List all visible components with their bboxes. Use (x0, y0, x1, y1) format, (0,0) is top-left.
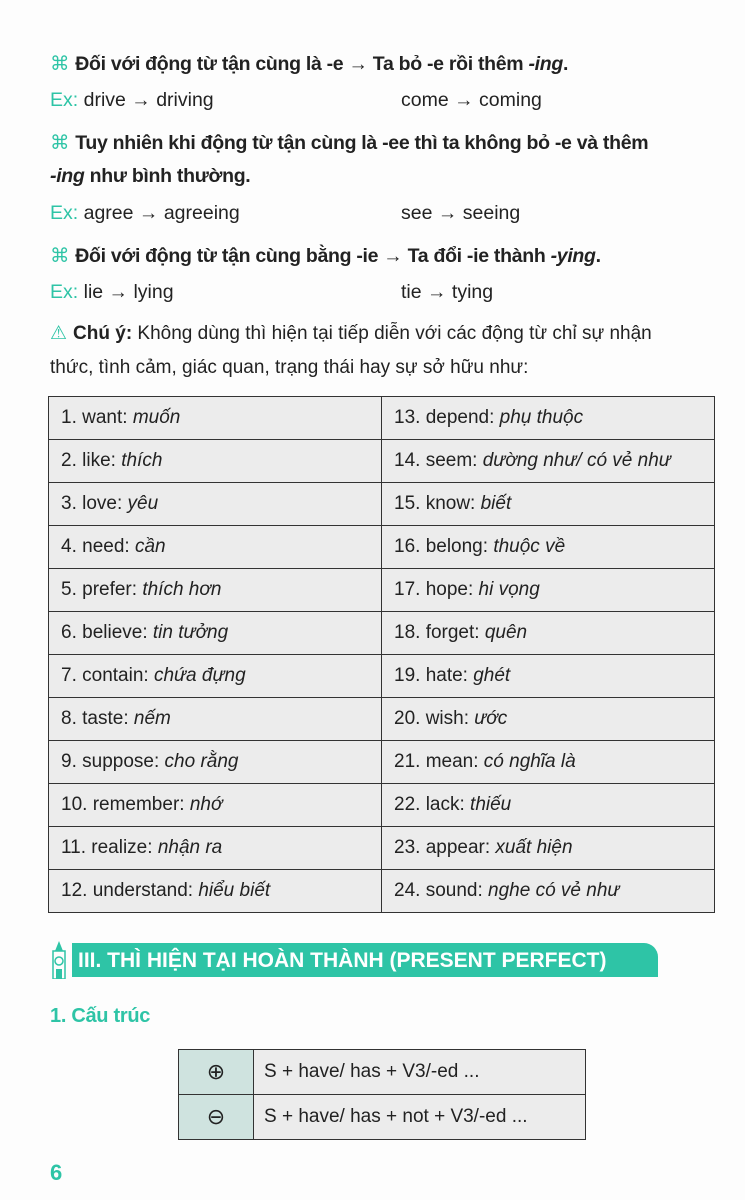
verb: 22. lack: (394, 794, 471, 815)
verb: 18. forget: (394, 622, 485, 643)
table-row (49, 397, 715, 440)
table-row (49, 569, 715, 612)
meaning: phụ thuộc (499, 407, 584, 428)
rule-2: ⌘ Tuy nhiên khi động từ tận cùng là -ee thì ta không bỏ -e và thêm (50, 132, 649, 154)
structure-row-negative (179, 1095, 586, 1140)
meaning: nếm (133, 708, 171, 729)
table-row (49, 440, 715, 483)
verb-cell (49, 655, 382, 698)
verb: 21. mean: (394, 751, 484, 772)
note: ⚠ Chú ý: Không dùng thì hiện tại tiếp diễn với các động từ chỉ sự nhận (50, 323, 652, 344)
verb: 16. belong: (394, 536, 494, 557)
verb: 20. wish: (394, 708, 475, 729)
rule-1: ⌘ Đối với động từ tận cùng là -e → Ta bỏ -e rồi thêm -ing. (50, 53, 569, 75)
verb-cell (382, 870, 715, 913)
meaning: cần (134, 536, 166, 557)
verb-cell (49, 569, 382, 612)
verb: 5. prefer: (61, 579, 143, 600)
meaning: có nghĩa là (483, 751, 576, 772)
verb: 6. believe: (61, 622, 153, 643)
clover-icon: ⌘ (50, 53, 70, 75)
verb-cell (49, 827, 382, 870)
verb: 23. appear: (394, 837, 496, 858)
meaning: hi vọng (478, 579, 540, 600)
verb: 9. suppose: (61, 751, 165, 772)
verb: 11. realize: (61, 837, 158, 858)
meaning: dường như/ có vẻ như (482, 450, 671, 471)
meaning: tin tưởng (152, 622, 229, 643)
meaning: ghét (473, 665, 511, 686)
section-title: III. THÌ HIỆN TẠI HOÀN THÀNH (PRESENT PERFECT) (72, 943, 658, 977)
verb: 15. know: (394, 493, 481, 514)
verb: 12. understand: (61, 880, 199, 901)
verb: 3. love: (61, 493, 128, 514)
page-number: 6 (50, 1160, 62, 1185)
verb-cell (49, 698, 382, 741)
verb-cell (49, 612, 382, 655)
verb-cell (49, 526, 382, 569)
structure-table (178, 1049, 586, 1140)
structure-row-positive (179, 1050, 586, 1095)
table-row (49, 784, 715, 827)
verb-table (48, 396, 715, 913)
table-row (49, 698, 715, 741)
meaning: thiếu (470, 794, 512, 815)
meaning: xuất hiện (495, 837, 573, 858)
table-row (49, 612, 715, 655)
verb-cell (49, 397, 382, 440)
verb: 24. sound: (394, 880, 489, 901)
verb-cell (382, 784, 715, 827)
table-row (49, 741, 715, 784)
verb-cell (49, 741, 382, 784)
meaning: thích hơn (142, 579, 222, 600)
example-2: Ex: agree → agreeing see → seeing (50, 202, 521, 224)
meaning: yêu (127, 493, 159, 514)
warning-icon: ⚠ (50, 323, 68, 344)
table-row (49, 526, 715, 569)
plus-icon: ⊕ (179, 1050, 254, 1095)
verb-cell (49, 870, 382, 913)
verb: 4. need: (61, 536, 135, 557)
formula: S + have/ has + not + V3/-ed ... (254, 1095, 586, 1140)
rule-3: ⌘ Đối với động từ tận cùng bằng -ie → Ta đổi -ie thành -ying. (50, 245, 601, 267)
verb: 10. remember: (61, 794, 190, 815)
table-row (49, 870, 715, 913)
clock-tower-icon (48, 941, 70, 979)
verb-cell (382, 483, 715, 526)
example-3: Ex: lie → lying tie → tying (50, 281, 494, 303)
verb: 14. seem: (394, 450, 483, 471)
section-header (48, 941, 658, 979)
verb-cell (382, 526, 715, 569)
clover-icon: ⌘ (50, 132, 70, 154)
meaning: nghe có vẻ như (488, 880, 620, 901)
meaning: muốn (132, 407, 181, 428)
rule-2-cont: -ing như bình thường. (50, 165, 251, 187)
meaning: cho rằng (164, 751, 239, 772)
meaning: biết (480, 493, 512, 514)
verb: 8. taste: (61, 708, 134, 729)
verb-cell (382, 741, 715, 784)
verb-cell (382, 698, 715, 741)
verb-cell (382, 440, 715, 483)
verb-cell (382, 612, 715, 655)
verb: 19. hate: (394, 665, 474, 686)
clover-icon: ⌘ (50, 245, 70, 267)
verb: 2. like: (61, 450, 122, 471)
note-cont: thức, tình cảm, giác quan, trạng thái hay sự sở hữu như: (50, 357, 529, 378)
example-1: Ex: drive → driving come → coming (50, 89, 542, 111)
verb-cell (382, 827, 715, 870)
meaning: hiểu biết (198, 880, 271, 901)
verb-cell (49, 483, 382, 526)
verb-cell (49, 784, 382, 827)
verb: 17. hope: (394, 579, 479, 600)
verb: 1. want: (61, 407, 133, 428)
meaning: nhận ra (157, 837, 223, 858)
subsection-title: 1. Cấu trúc (50, 1005, 151, 1027)
meaning: ước (474, 708, 508, 729)
meaning: chứa đựng (153, 665, 246, 686)
meaning: quên (484, 622, 528, 643)
verb: 13. depend: (394, 407, 500, 428)
meaning: thuộc về (493, 536, 566, 557)
table-row (49, 827, 715, 870)
verb-cell (382, 569, 715, 612)
verb: 7. contain: (61, 665, 154, 686)
meaning: nhớ (189, 794, 223, 815)
verb-cell (382, 655, 715, 698)
verb-cell (49, 440, 382, 483)
verb-cell (382, 397, 715, 440)
minus-icon: ⊖ (179, 1095, 254, 1140)
meaning: thích (121, 450, 163, 471)
formula: S + have/ has + V3/-ed ... (254, 1050, 586, 1095)
table-row (49, 483, 715, 526)
table-row (49, 655, 715, 698)
